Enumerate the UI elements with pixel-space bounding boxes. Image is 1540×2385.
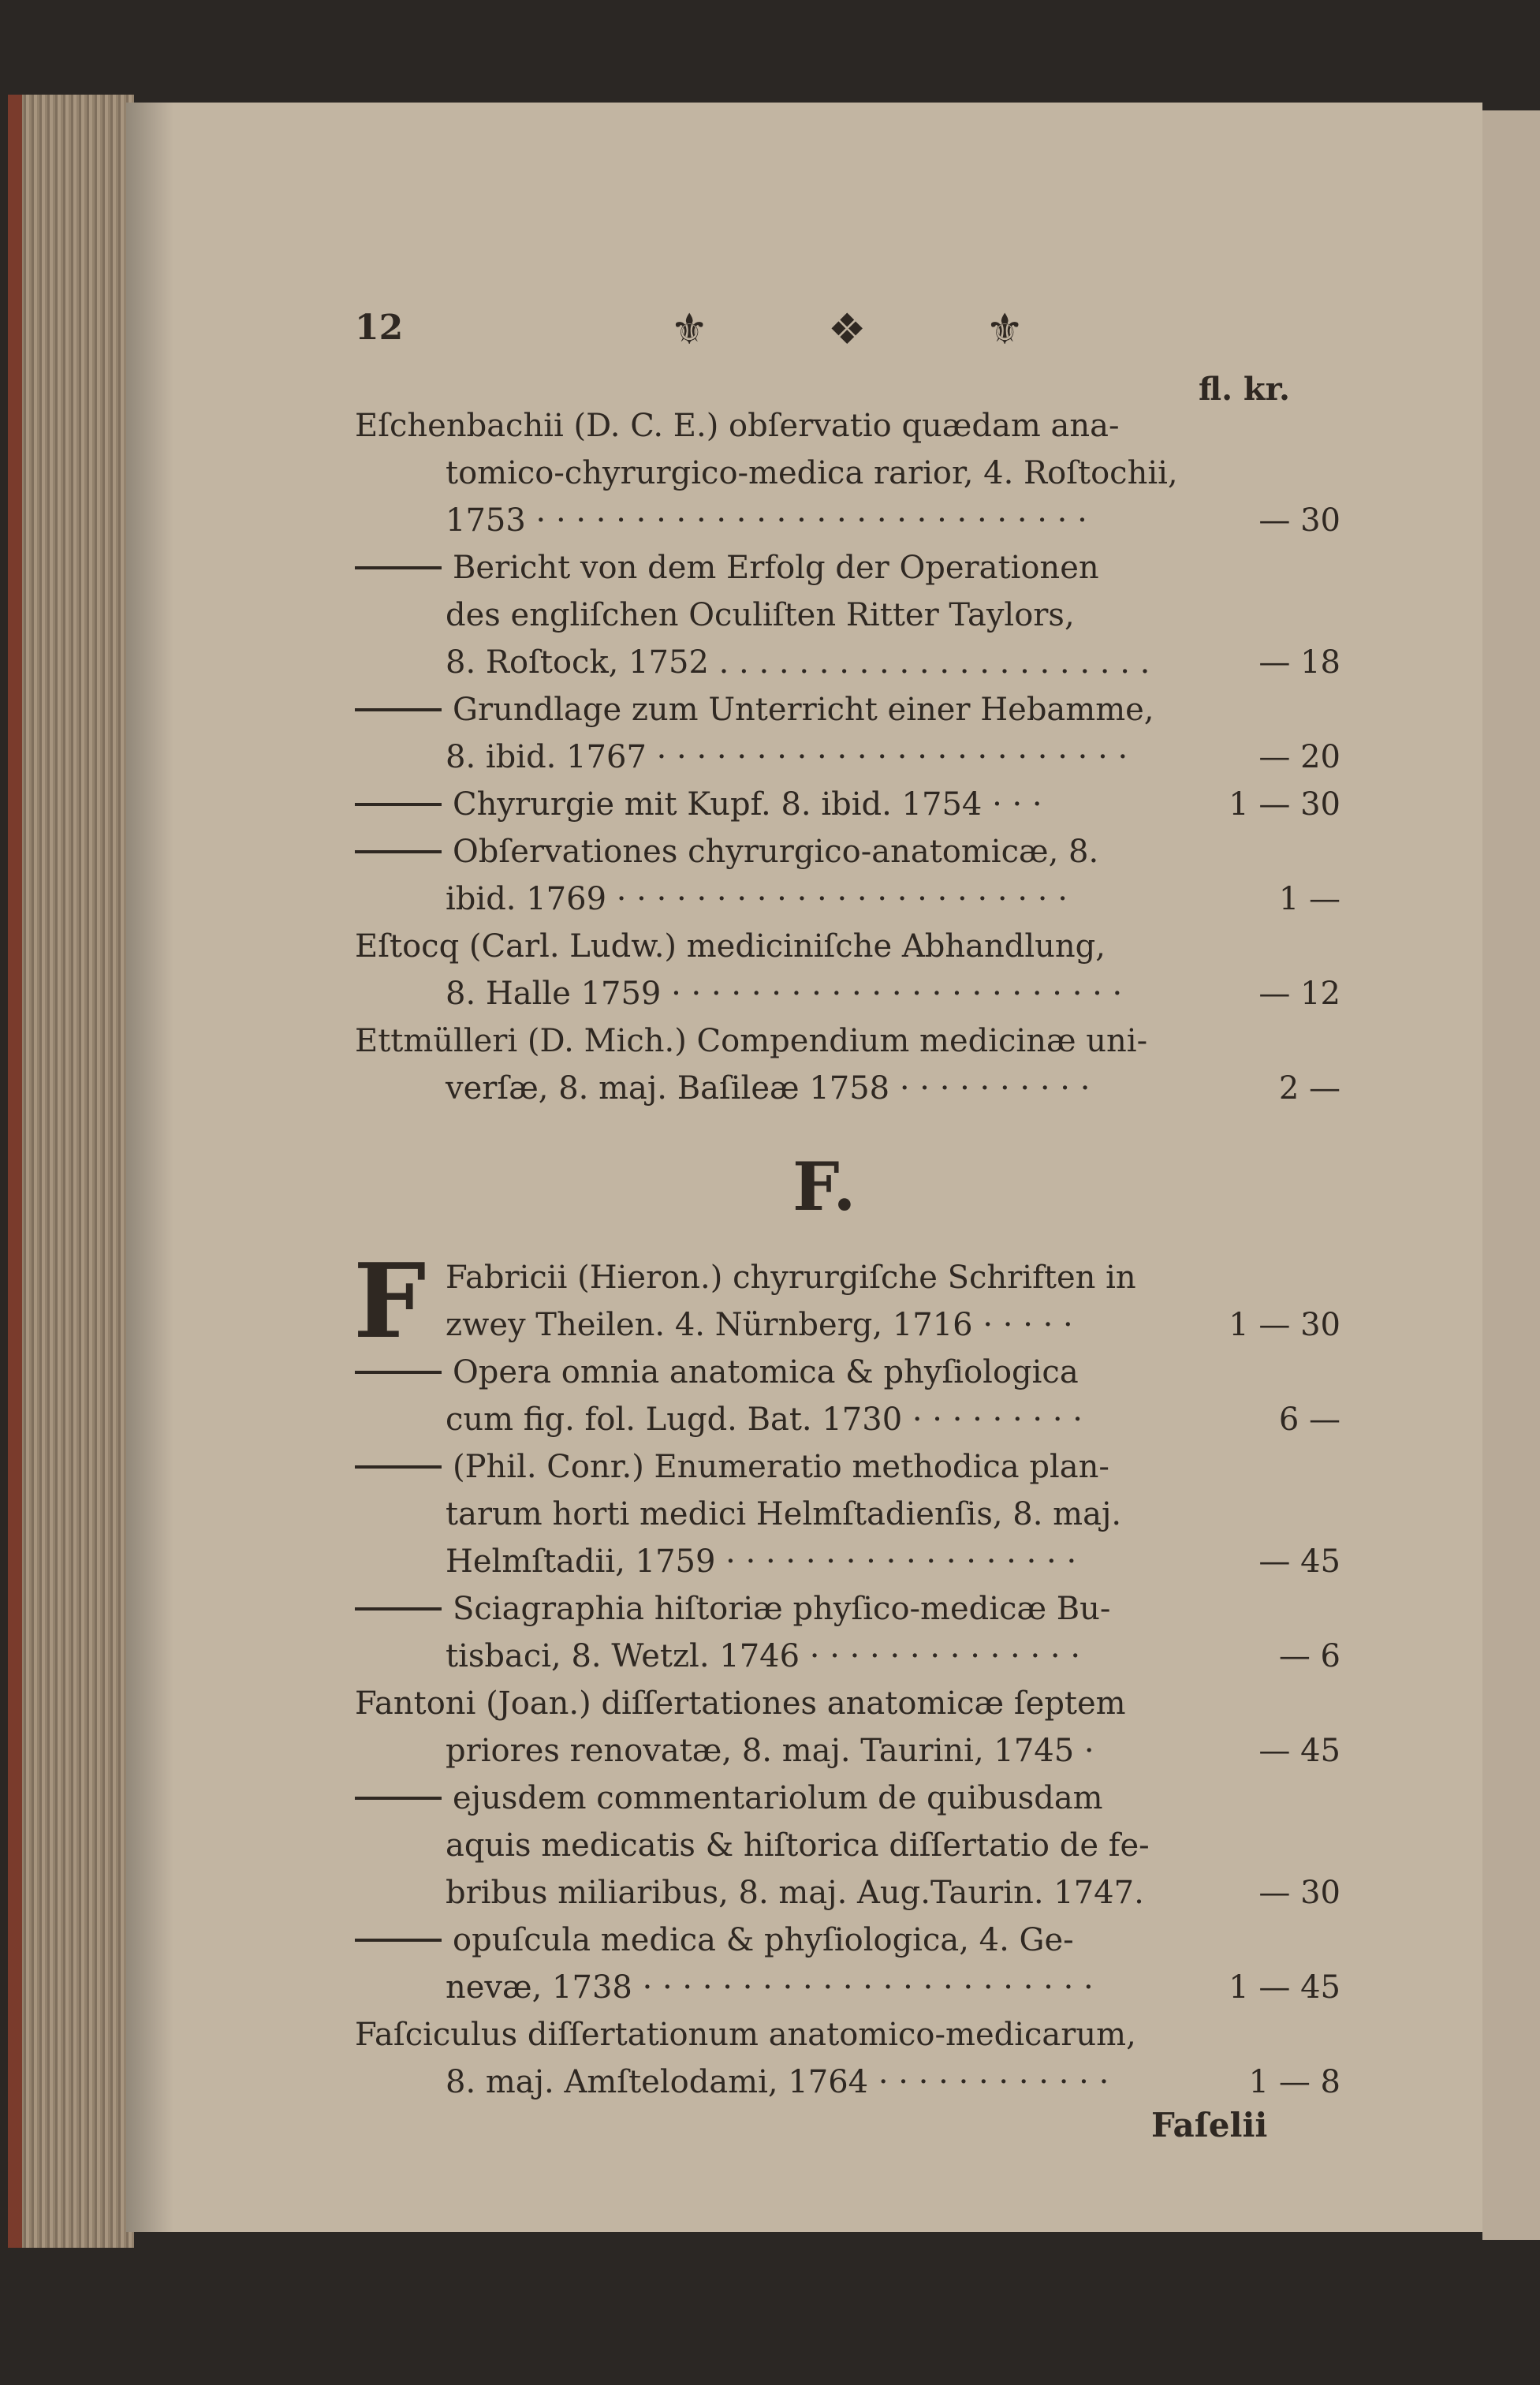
ornament-left-icon: ⚜ xyxy=(670,304,709,354)
section-heading-f: F. xyxy=(792,1148,856,1226)
list-item: 8. Halle 1759 · · · · · · · · · · · · · · · · · · · · · · · — 12 xyxy=(446,976,1341,1012)
list-item: Helmſtadii, 1759 · · · · · · · · · · · · · · · · · · — 45 xyxy=(446,1543,1341,1580)
list-item: cum fig. fol. Lugd. Bat. 1730 · · · · · · · · · 6 — xyxy=(446,1402,1341,1438)
list-item: ibid. 1769 · · · · · · · · · · · · · · · · · · · · · · · 1 — xyxy=(446,881,1341,917)
catchword: Faſelii xyxy=(1151,2106,1268,2144)
list-item: ejusdem commentariolum de quibusdam xyxy=(355,1775,1341,1822)
list-item: priores renovatæ, 8. maj. Taurini, 1745 · — 45 xyxy=(446,1733,1341,1769)
ornament-right-icon: ⚜ xyxy=(986,304,1024,354)
list-item: des engliſchen Oculiſten Ritter Taylors, xyxy=(446,597,1075,633)
list-item: Eſtocq (Carl. Ludw.) mediciniſche Abhandlung, xyxy=(355,928,1106,965)
list-item: Grundlage zum Unterricht einer Hebamme, xyxy=(355,686,1341,733)
page-number: 12 xyxy=(355,308,404,348)
list-item: Fantoni (Joan.) diſſertationes anatomicæ ſeptem xyxy=(355,1685,1126,1722)
list-item: Bericht von dem Erfolg der Operationen xyxy=(355,544,1341,592)
list-item: Sciagraphia hiſtoriæ phyſico-medicæ Bu- xyxy=(355,1585,1341,1633)
red-edge xyxy=(8,95,22,2248)
drop-cap-initial: F xyxy=(353,1241,427,1361)
list-item: aquis medicatis & hiſtorica diſſertatio de fe- xyxy=(446,1827,1150,1864)
list-item: Fabricii (Hieron.) chyrurgiſche Schriften in xyxy=(446,1260,1136,1296)
list-item: bribus miliaribus, 8. maj. Aug.Taurin. 1747. — 30 xyxy=(446,1875,1341,1911)
list-item: opuſcula medica & phyſiologica, 4. Ge- xyxy=(355,1917,1341,1964)
list-item: 8. ibid. 1767 · · · · · · · · · · · · · · · · · · · · · · · · — 20 xyxy=(446,739,1341,775)
list-item: 1753 · · · · · · · · · · · · · · · · · · · · · · · · · · · · — 30 xyxy=(446,502,1341,539)
list-item: (Phil. Conr.) Enumeratio methodica plan- xyxy=(355,1443,1341,1491)
page-block-edge xyxy=(8,95,134,2248)
currency-header: fl. kr. xyxy=(1199,371,1290,408)
page-header xyxy=(355,304,1341,363)
list-item: Ettmülleri (D. Mich.) Compendium medicinæ uni- xyxy=(355,1023,1148,1059)
list-item: tisbaci, 8. Wetzl. 1746 · · · · · · · · · · · · · · — 6 xyxy=(446,1638,1341,1674)
gutter-shadow xyxy=(126,103,173,2232)
list-item: 8. maj. Amſtelodami, 1764 · · · · · · · · · · · · 1 — 8 xyxy=(446,2064,1341,2100)
list-item: 8. Roſtock, 1752 . . . . . . . . . . . . . . . . . . . . . . — 18 xyxy=(446,644,1341,681)
list-item: nevæ, 1738 · · · · · · · · · · · · · · · · · · · · · · · 1 — 45 xyxy=(446,1969,1341,2006)
facing-page xyxy=(1482,110,1540,2240)
list-item: Faſciculus diſſertationum anatomico-medicarum, xyxy=(355,2017,1136,2053)
list-item: Opera omnia anatomica & phyſiologica xyxy=(355,1349,1341,1396)
list-item: tomico-chyrurgico-medica rarior, 4. Roſtochii, xyxy=(446,455,1178,491)
list-item: tarum horti medici Helmſtadienſis, 8. maj. xyxy=(446,1496,1122,1532)
list-item: Obſervationes chyrurgico-anatomicæ, 8. xyxy=(355,828,1341,875)
list-item: Eſchenbachii (D. C. E.) obſervatio quædam ana- xyxy=(355,408,1120,444)
list-item: Chyrurgie mit Kupf. 8. ibid. 1754 · · · 1 — 30 xyxy=(355,781,1341,828)
list-item: zwey Theilen. 4. Nürnberg, 1716 · · · · · 1 — 30 xyxy=(446,1307,1341,1343)
ornament-center-icon: ❖ xyxy=(828,304,867,354)
list-item: verſæ, 8. maj. Baſileæ 1758 · · · · · · · · · · 2 — xyxy=(446,1070,1341,1107)
